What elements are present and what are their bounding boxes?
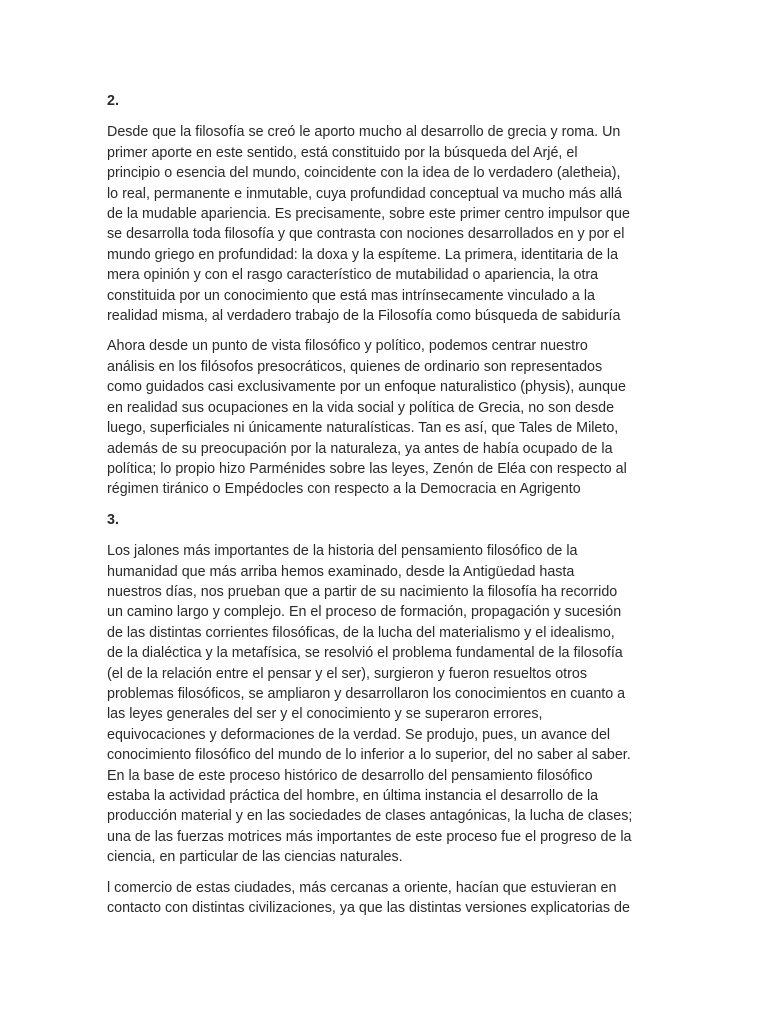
paragraph-comercio-ciudades — [107, 878, 663, 919]
section-heading-2: 2. — [107, 93, 119, 109]
text-line: un camino largo y complejo. En el proceso de formación, propagación y sucesión — [107, 604, 622, 621]
text-line: nuestros días, nos prueban que a partir de su nacimiento la filosofía ha recorrido — [107, 583, 618, 600]
text-line: de la mudable apariencia. Es precisamente, sobre este primer centro impulsor que — [107, 206, 630, 223]
text-line: (el de la relación entre el pensar y el ser), surgieron y fueron resueltos otros — [107, 665, 587, 682]
text-line: principio o esencia del mundo, coincidente con la idea de lo verdadero (aletheia), — [107, 165, 621, 182]
text-line: humanidad que más arriba hemos examinado, desde la Antigüedad hasta — [107, 563, 575, 580]
paragraph-filosofia-grecia-roma — [107, 122, 663, 326]
text-line: En la base de este proceso histórico de desarrollo del pensamiento filosófico — [107, 767, 593, 784]
text-line: Los jalones más importantes de la historia del pensamiento filosófico de la — [107, 543, 578, 560]
text-line: además de su preocupación por la naturaleza, ya antes de había ocupado de la — [107, 440, 613, 457]
text-line: de la dialéctica y la metafísica, se resolvió el problema fundamental de la filosofía — [107, 645, 623, 662]
text-line: constituida por un conocimiento que está mas intrínsecamente vinculado a la — [107, 287, 595, 304]
text-line: análisis en los filósofos presocráticos, quienes de ordinario son representados — [107, 358, 603, 375]
text-line: política; lo propio hizo Parménides sobre las leyes, Zenón de Eléa con respecto al — [107, 460, 627, 477]
text-line: conocimiento filosófico del mundo de lo inferior a lo superior, del no saber al saber. — [107, 747, 631, 764]
text-line: Ahora desde un punto de vista filosófico y político, podemos centrar nuestro — [107, 338, 588, 355]
text-line: estaba la actividad práctica del hombre, en última instancia el desarrollo de la — [107, 788, 599, 804]
text-line: problemas filosóficos, se ampliaron y desarrollaron los conocimientos en cuanto a — [107, 685, 626, 702]
text-line: ciencia, en particular de las ciencias naturales. — [107, 849, 403, 866]
paragraph-jalones-historia — [107, 541, 663, 868]
text-line: las leyes generales del ser y el conocimiento y se superaron errores, — [107, 706, 543, 723]
text-line: régimen tiránico o Empédocles con respecto a la Democracia en Agrigento — [107, 481, 581, 498]
text-line: mundo griego en profundidad: la doxa y la espíteme. La primera, identitaria de la — [107, 246, 619, 263]
section-heading-3: 3. — [107, 511, 119, 528]
text-line: en realidad sus ocupaciones en la vida social y política de Grecia, no son desde — [107, 399, 615, 416]
document-page — [107, 88, 663, 928]
text-line: como guidados casi exclusivamente por un enfoque naturalistico (physis), aunque — [107, 379, 626, 396]
text-line: luego, superficiales ni únicamente naturalísticas. Tan es así, que Tales de Mileto, — [107, 420, 619, 437]
text-line: equivocaciones y deformaciones de la verdad. Se produjo, pues, un avance del — [107, 726, 611, 743]
paragraph-presocraticos — [107, 336, 663, 499]
text-line: mera opinión y con el rasgo característico de mutabilidad o apariencia, la otra — [107, 267, 599, 284]
text-line: se desarrolla toda filosofía y que contrasta con nociones desarrollados en y por el — [107, 226, 625, 243]
text-line: realidad misma, al verdadero trabajo de la Filosofía como búsqueda de sabiduría — [107, 308, 621, 325]
text-line: de las distintas corrientes filosóficas, de la lucha del materialismo y el idealismo, — [107, 624, 615, 641]
text-line: lo real, permanente e inmutable, cuya profundidad conceptual va mucho más allá — [107, 185, 622, 202]
text-line: Desde que la filosofía se creó le aporto mucho al desarrollo de grecia y roma. Un — [107, 124, 621, 141]
text-line: producción material y en las sociedades de clases antagónicas, la lucha de clases; — [107, 808, 633, 825]
text-line: l comercio de estas ciudades, más cercanas a oriente, hacían que estuvieran en — [107, 879, 617, 896]
text-line: contacto con distintas civilizaciones, ya que las distintas versiones explicatorias de — [107, 900, 630, 917]
text-line: una de las fuerzas motrices más importantes de este proceso fue el progreso de la — [107, 828, 632, 845]
text-line: primer aporte en este sentido, está constituido por la búsqueda del Arjé, el — [107, 144, 578, 161]
